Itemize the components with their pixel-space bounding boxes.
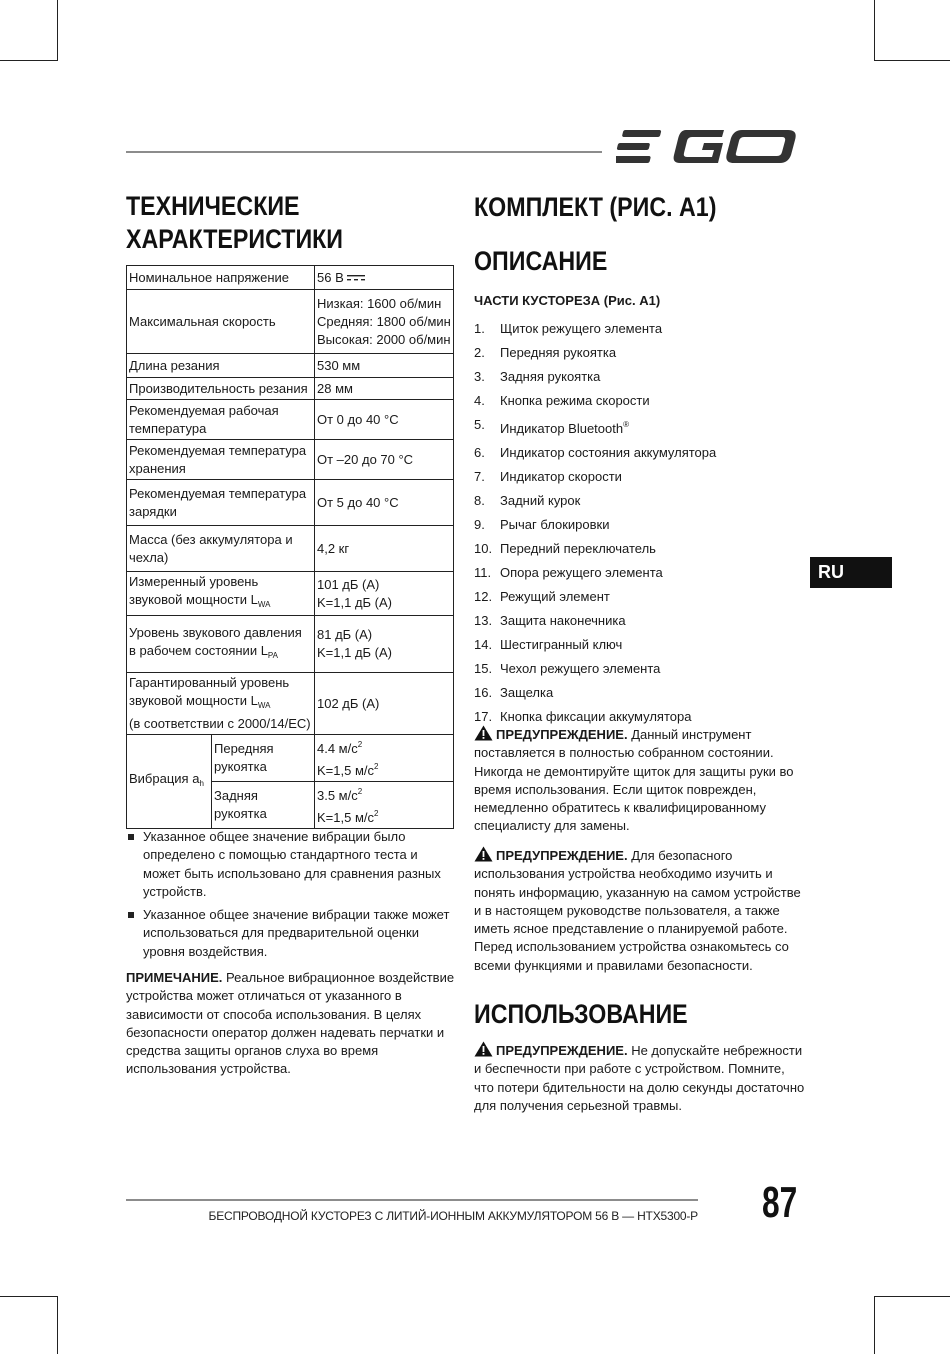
list-item: 1. Щиток режущего элемента xyxy=(474,321,663,336)
cut-capacity-label: Производительность резания xyxy=(127,378,315,400)
note-text: Реальное вибрационное воздействие устройства может отличаться от указанного в зависимости от способа использования. В целях безопасности оператор должен надевать перчатки и средства защиты органов слуха во время использования устройства. xyxy=(126,970,455,1077)
specs-heading xyxy=(126,190,343,256)
speed-high: Высокая: 2000 об/мин xyxy=(317,331,451,347)
table-row xyxy=(127,735,454,782)
specs-heading-line2: ХАРАКТЕРИСТИКИ xyxy=(126,224,344,254)
rear-values xyxy=(315,782,454,829)
list-item: 8. Задний курок xyxy=(474,493,581,508)
sound-pressure-values xyxy=(315,616,454,673)
bullet-text: Указанное общее значение вибрации также может использоваться для предварительной оценки уровня воздействия. xyxy=(143,907,450,959)
table-row xyxy=(127,526,454,572)
page-number: 87 xyxy=(762,1178,798,1227)
sound-pressure-label-text: Уровень звукового давления в рабочем состоянии L xyxy=(129,624,302,658)
warning-text: Для безопасного использования устройства необходимо изучить и понять информацию, указанную на самом устройстве и в настоящем руководстве пользователя, а также иметь ясное представление о планируемой работе. Перед использованием устройства ознакомьтесь со всеми функциями и правилами безопасности. xyxy=(474,848,801,973)
crop-mark xyxy=(874,1296,875,1354)
cut-length-value: 530 мм xyxy=(315,354,454,378)
warning-triangle-icon xyxy=(474,725,493,741)
vibration-label-text: Вибрация a xyxy=(129,771,200,786)
speed-label: Максимальная скорость xyxy=(127,290,315,354)
warning-text: Не допускайте небрежности и беспечности при работе с устройством. Помните, что потери бдительности на долю секунды достаточно для получения серьезной травмы. xyxy=(474,1043,805,1113)
table-row xyxy=(127,354,454,378)
list-item: 10. Передний переключатель xyxy=(474,541,656,556)
list-item: 17. Кнопка фиксации аккумулятора xyxy=(474,709,692,724)
list-item: 5. Индикатор Bluetooth® xyxy=(474,417,630,436)
list-item: 11. Опора режущего элемента xyxy=(474,565,663,580)
warning-label: ПРЕДУПРЕЖДЕНИЕ. xyxy=(496,727,628,742)
table-row xyxy=(127,290,454,354)
crop-mark xyxy=(0,1296,58,1297)
list-item: 6. Индикатор состояния аккумулятора xyxy=(474,445,717,460)
front-values xyxy=(315,735,454,782)
vibration-notes-list xyxy=(126,828,454,966)
voltage-value xyxy=(315,266,454,290)
sound-pressure-value1: 81 дБ (A) xyxy=(317,627,373,642)
footer-title: БЕСПРОВОДНОЙ КУСТОРЕЗ С ЛИТИЙ-ИОННЫМ АККУМУЛЯТОРОМ 56 В — HTX5300-P xyxy=(208,1209,698,1223)
guaranteed-label xyxy=(127,673,315,735)
list-item: 3. Задняя рукоятка xyxy=(474,369,601,384)
sound-power-value1: 101 дБ (A) xyxy=(317,576,380,592)
op-temp-value: От 0 до 40 °C xyxy=(315,400,454,440)
guaranteed-standard: (в соответствии с 2000/14/EC) xyxy=(129,716,311,731)
mass-value: 4,2 кг xyxy=(315,526,454,572)
warning-assembled xyxy=(474,725,804,836)
storage-temp-label: Рекомендуемая температура хранения xyxy=(127,440,315,480)
squared-mark: 2 xyxy=(357,740,363,749)
sound-power-value2: K=1,1 дБ (A) xyxy=(317,594,393,610)
list-item xyxy=(126,906,454,961)
parts-title: ЧАСТИ КУСТОРЕЗА (Рис. A1) xyxy=(474,293,661,308)
list-item: 16. Защелка xyxy=(474,685,554,700)
charge-temp-label: Рекомендуемая температура зарядки xyxy=(127,480,315,526)
list-item: 7. Индикатор скорости xyxy=(474,469,622,484)
list-item: 12. Режущий элемент xyxy=(474,589,610,604)
op-temp-label: Рекомендуемая рабочая температура xyxy=(127,400,315,440)
list-item: 9. Рычаг блокировки xyxy=(474,517,610,532)
warning-triangle-icon xyxy=(474,846,493,862)
sound-power-label xyxy=(127,572,315,616)
warning-safety xyxy=(474,846,804,975)
guaranteed-subscript: WA xyxy=(257,701,271,710)
list-item xyxy=(126,828,454,901)
crop-mark xyxy=(874,0,875,60)
vibration-label xyxy=(127,735,212,829)
parts-list xyxy=(474,317,716,729)
speed-mid: Средняя: 1800 об/мин xyxy=(317,313,451,329)
rear-value2: K=1,5 $м/с^2$ xyxy=(317,809,379,825)
sound-power-subscript: WA xyxy=(257,600,271,609)
sound-power-label-text: Измеренный уровень звуковой мощности L xyxy=(129,574,259,607)
crop-mark xyxy=(874,1296,950,1297)
specs-table xyxy=(126,265,454,829)
front-handle-label: Передняя рукоятка xyxy=(212,735,315,782)
note-paragraph xyxy=(126,969,456,1079)
warning-text: Данный инструмент поставляется в полностью собранном состоянии. Никогда не демонтируйте щиток для защиты руки во время использования. Если щиток поврежден, немедленно обратитесь к квалифицированному специалисту для замены. xyxy=(474,727,794,834)
table-row xyxy=(127,440,454,480)
guaranteed-label-text: Гарантированный уровень звуковой мощности L xyxy=(129,675,290,708)
ego-logo xyxy=(616,128,800,173)
crop-mark xyxy=(57,0,58,60)
description-heading: ОПИСАНИЕ xyxy=(474,246,608,276)
crop-mark xyxy=(57,1296,58,1354)
cut-capacity-value: 28 мм xyxy=(315,378,454,400)
table-row xyxy=(127,400,454,440)
specs-heading-line1: ТЕХНИЧЕСКИЕ xyxy=(126,191,300,221)
mass-label: Масса (без аккумулятора и чехла) xyxy=(127,526,315,572)
table-row xyxy=(127,480,454,526)
warning-attention xyxy=(474,1041,808,1115)
list-item: 13. Защита наконечника xyxy=(474,613,626,628)
kit-heading: КОМПЛЕКТ (РИС. A1) xyxy=(474,192,717,222)
dc-symbol-icon xyxy=(347,275,365,281)
table-row xyxy=(127,616,454,673)
bullet-text: Указанное общее значение вибрации было определено с помощью стандартного теста и может быть использовано для сравнения разных устройств. xyxy=(143,829,441,899)
warning-label: ПРЕДУПРЕЖДЕНИЕ. xyxy=(496,1043,628,1058)
speed-values xyxy=(315,290,454,354)
note-label: ПРИМЕЧАНИЕ. xyxy=(126,970,223,985)
warning-triangle-icon xyxy=(474,1041,493,1057)
crop-mark xyxy=(874,60,950,61)
table-row xyxy=(127,572,454,616)
sound-pressure-subscript: PA xyxy=(267,650,278,660)
storage-temp-value: От –20 до 70 °C xyxy=(315,440,454,480)
language-tab: RU xyxy=(810,557,892,588)
squared-mark: 2 xyxy=(374,809,379,818)
front-value2: K=1,5 $м/с^2$ xyxy=(317,762,379,778)
cut-length-label: Длина резания xyxy=(127,354,315,378)
table-row xyxy=(127,673,454,735)
usage-heading: ИСПОЛЬЗОВАНИЕ xyxy=(474,999,688,1029)
squared-mark: 2 xyxy=(374,762,379,771)
sound-pressure-value2: K=1,1 дБ (A) xyxy=(317,645,393,660)
list-item: 14. Шестигранный ключ xyxy=(474,637,623,652)
rear-handle-label: Задняя рукоятка xyxy=(212,782,315,829)
crop-mark xyxy=(0,60,58,61)
voltage-label: Номинальное напряжение xyxy=(127,266,315,290)
header-rule xyxy=(126,151,602,153)
front-value1: 4.4 $м/с^2$ xyxy=(317,740,363,756)
vibration-subscript: h xyxy=(199,779,204,788)
sound-power-values xyxy=(315,572,454,616)
guaranteed-value: 102 дБ (A) xyxy=(315,673,454,735)
speed-low: Низкая: 1600 об/мин xyxy=(317,295,442,311)
sound-pressure-label xyxy=(127,616,315,673)
squared-mark: 2 xyxy=(357,787,363,796)
warning-label: ПРЕДУПРЕЖДЕНИЕ. xyxy=(496,848,628,863)
footer-rule xyxy=(126,1199,698,1201)
bullet-square-icon xyxy=(128,834,134,840)
rear-value1: 3.5 $м/с^2$ xyxy=(317,787,363,803)
table-row xyxy=(127,266,454,290)
list-item: 4. Кнопка режима скорости xyxy=(474,393,650,408)
list-item: 15. Чехол режущего элемента xyxy=(474,661,661,676)
voltage-value-text: 56 В xyxy=(317,269,344,285)
bullet-square-icon xyxy=(128,912,134,918)
table-row xyxy=(127,378,454,400)
registered-mark: ® xyxy=(623,420,630,429)
charge-temp-value: От 5 до 40 °C xyxy=(315,480,454,526)
list-item: 2. Передняя рукоятка xyxy=(474,345,617,360)
